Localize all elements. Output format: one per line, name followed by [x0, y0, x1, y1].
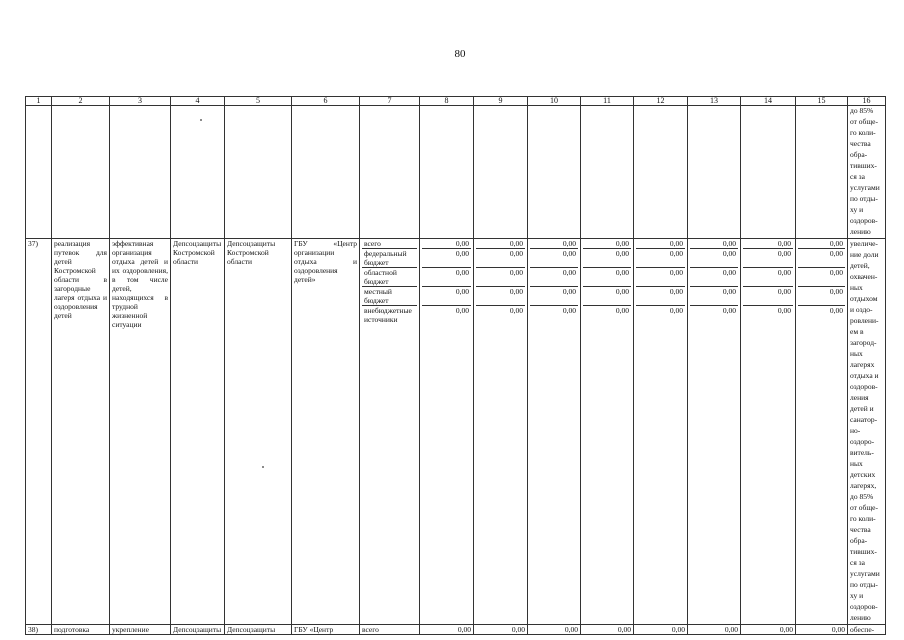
row-number: 38) — [26, 625, 52, 635]
indicator-line: оздоров- — [850, 216, 878, 225]
column-number-11: 11 — [581, 97, 634, 106]
value-col-14: 0,00 — [741, 625, 796, 635]
value-col-13: 0,00 — [688, 625, 741, 635]
funding-value: 0,00 — [829, 306, 843, 315]
expected-result: эффективная организация отдыха детей и их оздоровления, в том числе детей, находящихся в трудной жизненной ситуации — [110, 239, 171, 625]
funding-value: 0,00 — [530, 239, 578, 249]
indicator-line: ем в — [850, 327, 864, 336]
funding-value: 0,00 — [422, 249, 471, 268]
funding-value: 0,00 — [530, 287, 578, 306]
funding-value: 0,00 — [636, 249, 685, 268]
indicator-line: витель- — [850, 448, 874, 457]
funding-value: 0,00 — [798, 268, 845, 287]
funding-value: 0,00 — [722, 306, 736, 315]
table-row-37 — [26, 239, 886, 625]
source-total: всего — [362, 239, 417, 249]
funding-value: 0,00 — [798, 239, 845, 249]
indicator-line: ся за — [850, 558, 865, 567]
event-name: реализация путевок для детей Костромской области в загородные лагеря отдыха и оздоровления детей — [52, 239, 110, 625]
indicator-line: услугами — [850, 569, 880, 578]
funding-value: 0,00 — [690, 268, 738, 287]
indicator-line: обра- — [850, 536, 868, 545]
indicator-line: увеличе- — [850, 239, 878, 248]
executor: Депсоцзащиты Костромской области — [225, 239, 292, 625]
funding-value: 0,00 — [476, 239, 525, 249]
indicator-line: обра- — [850, 150, 868, 159]
value-col-12: 0,00 — [634, 625, 688, 635]
row-number: 37) — [26, 239, 52, 625]
indicator-line: и оздо- — [850, 305, 873, 314]
funding-value: 0,00 — [798, 249, 845, 268]
column-number-13: 13 — [688, 97, 741, 106]
indicator-line: ных — [850, 459, 863, 468]
funding-value: 0,00 — [476, 287, 525, 306]
indicator-line: го коли- — [850, 128, 876, 137]
funding-value: 0,00 — [476, 268, 525, 287]
value-col-11: 0,00 — [581, 625, 634, 635]
indicator-line: ровлени- — [850, 316, 879, 325]
funding-value: 0,00 — [583, 287, 631, 306]
funding-value: 0,00 — [690, 239, 738, 249]
indicator-line: загород- — [850, 338, 877, 347]
values-col-12 — [634, 239, 688, 625]
indicator-line: но- — [850, 426, 861, 435]
funding-value: 0,00 — [422, 287, 471, 306]
funding-value: 0,00 — [669, 306, 683, 315]
column-number-5: 5 — [225, 97, 292, 106]
funding-value: 0,00 — [583, 249, 631, 268]
indicator-line: оздоро- — [850, 437, 875, 446]
values-col-10 — [528, 239, 581, 625]
source-extrabudget: внебюджетные источники — [364, 306, 412, 324]
source-federal: федеральный бюджет — [362, 249, 417, 268]
target-indicator: обеспе- — [848, 625, 886, 635]
indicator-line: ления — [850, 393, 869, 402]
source-regional: областной бюджет — [362, 268, 417, 287]
coordinator: Депсоцзащиты — [171, 625, 225, 635]
funding-value: 0,00 — [636, 287, 685, 306]
target-indicator — [848, 239, 886, 625]
funding-value: 0,00 — [615, 306, 629, 315]
funding-value: 0,00 — [777, 306, 791, 315]
expected-result: укрепление — [110, 625, 171, 635]
indicator-line: до 85% — [850, 492, 874, 501]
indicator-line: лагерях, — [850, 481, 877, 490]
indicator-line: детей и — [850, 404, 874, 413]
column-number-10: 10 — [528, 97, 581, 106]
indicator-line: лагерях — [850, 360, 875, 369]
value-col-10: 0,00 — [528, 625, 581, 635]
continuation-indicator — [848, 106, 886, 239]
indicator-line: лению — [850, 613, 871, 622]
funding-value: 0,00 — [530, 268, 578, 287]
column-number-6: 6 — [292, 97, 360, 106]
indicator-line: отдыха и — [850, 371, 879, 380]
indicator-line: тивших- — [850, 547, 877, 556]
values-col-15 — [796, 239, 848, 625]
scan-speck — [200, 119, 202, 121]
executor: Депсоцзащиты — [225, 625, 292, 635]
indicator-line: ных — [850, 349, 863, 358]
indicator-line: тивших- — [850, 161, 877, 170]
indicator-line: до 85% — [850, 106, 874, 115]
indicator-line: отдыхом — [850, 294, 878, 303]
funding-sources — [360, 239, 420, 625]
indicator-line: ху и — [850, 591, 864, 600]
participant: ГБУ «Центр — [292, 625, 360, 635]
table-row-38 — [26, 625, 886, 635]
column-number-8: 8 — [420, 97, 474, 106]
funding-source: всего — [360, 625, 420, 635]
indicator-line: оздоров- — [850, 602, 878, 611]
indicator-line: оздоров- — [850, 382, 878, 391]
indicator-line: услугами — [850, 183, 880, 192]
funding-value: 0,00 — [743, 249, 793, 268]
column-number-16: 16 — [848, 97, 886, 106]
source-local: местный бюджет — [362, 287, 417, 306]
funding-value: 0,00 — [583, 268, 631, 287]
participant: ГБУ «Центр организации отдыха и оздоровления детей» — [292, 239, 360, 625]
values-col-14 — [741, 239, 796, 625]
indicator-line: чества — [850, 139, 871, 148]
funding-value: 0,00 — [509, 306, 523, 315]
column-number-7: 7 — [360, 97, 420, 106]
page-number: 80 — [454, 48, 466, 60]
column-number-12: 12 — [634, 97, 688, 106]
value-col-15: 0,00 — [796, 625, 848, 635]
funding-value: 0,00 — [636, 268, 685, 287]
indicator-line: лению — [850, 227, 871, 236]
indicator-line: охвачен- — [850, 272, 878, 281]
funding-value: 0,00 — [743, 268, 793, 287]
indicator-line: по отды- — [850, 194, 878, 203]
indicator-line: детских — [850, 470, 876, 479]
funding-value: 0,00 — [455, 306, 469, 315]
funding-value: 0,00 — [690, 249, 738, 268]
indicator-line: ных — [850, 283, 863, 292]
funding-value: 0,00 — [422, 268, 471, 287]
continuation-row — [26, 106, 886, 239]
column-number-3: 3 — [110, 97, 171, 106]
funding-value: 0,00 — [636, 239, 685, 249]
funding-value: 0,00 — [690, 287, 738, 306]
values-col-11 — [581, 239, 634, 625]
funding-value: 0,00 — [530, 249, 578, 268]
funding-value: 0,00 — [476, 249, 525, 268]
column-numbers-row — [26, 97, 886, 106]
indicator-line: ние доли — [850, 250, 879, 259]
column-number-15: 15 — [796, 97, 848, 106]
program-table — [25, 96, 886, 635]
indicator-line: го коли- — [850, 514, 876, 523]
indicator-line: санатор- — [850, 415, 878, 424]
column-number-9: 9 — [474, 97, 528, 106]
scan-speck — [262, 466, 264, 468]
event-name: подготовка — [52, 625, 110, 635]
value-col-8: 0,00 — [420, 625, 474, 635]
values-col-13 — [688, 239, 741, 625]
column-number-4: 4 — [171, 97, 225, 106]
funding-value: 0,00 — [743, 287, 793, 306]
column-number-1: 1 — [26, 97, 52, 106]
funding-value: 0,00 — [562, 306, 576, 315]
funding-value: 0,00 — [743, 239, 793, 249]
funding-value: 0,00 — [583, 239, 631, 249]
indicator-line: по отды- — [850, 580, 878, 589]
column-number-14: 14 — [741, 97, 796, 106]
values-col-8 — [420, 239, 474, 625]
funding-value: 0,00 — [422, 239, 471, 249]
indicator-line: ся за — [850, 172, 865, 181]
indicator-line: ху и — [850, 205, 864, 214]
indicator-line: детей, — [850, 261, 870, 270]
coordinator: Депсоцзащиты Костромской области — [171, 239, 225, 625]
indicator-line: от обще- — [850, 117, 878, 126]
values-col-9 — [474, 239, 528, 625]
value-col-9: 0,00 — [474, 625, 528, 635]
indicator-line: чества — [850, 525, 871, 534]
funding-value: 0,00 — [798, 287, 845, 306]
column-number-2: 2 — [52, 97, 110, 106]
indicator-line: от обще- — [850, 503, 878, 512]
